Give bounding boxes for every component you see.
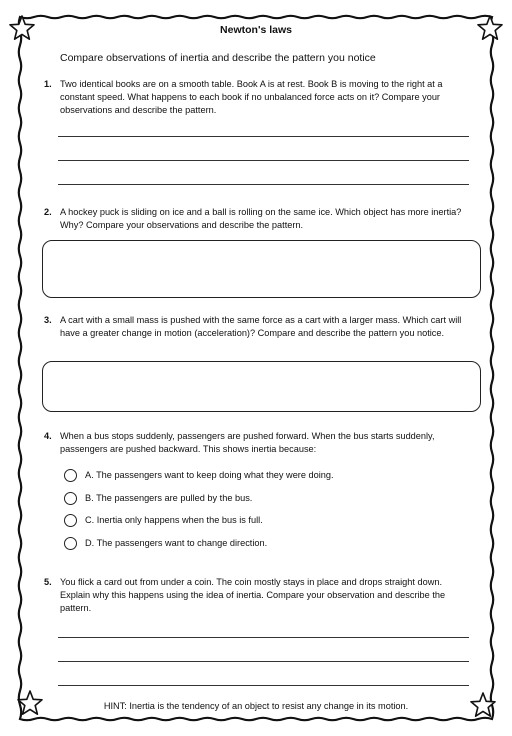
question-text: When a bus stops suddenly, passengers are pushed forward. When the bus starts suddenly, passengers are pushed backward. This shows inertia because: (60, 431, 435, 454)
answer-line[interactable] (58, 637, 469, 638)
radio-circle-icon[interactable] (64, 469, 77, 482)
answer-box[interactable] (42, 361, 481, 412)
question-3 (44, 314, 474, 340)
question-text: A hockey puck is sliding on ice and a ball is rolling on the same ice. Which object has more inertia? Why? Compare your observations and describe the pattern. (60, 207, 462, 230)
hint-text: HINT: Inertia is the tendency of an object to resist any change in its motion. (103, 701, 409, 711)
answer-line[interactable] (58, 160, 469, 161)
question-2 (44, 206, 474, 232)
answer-line[interactable] (58, 136, 469, 137)
radio-circle-icon[interactable] (64, 537, 77, 550)
question-number: 4. (44, 431, 52, 441)
question-1 (44, 78, 474, 117)
question-number: 2. (44, 207, 52, 217)
answer-line[interactable] (58, 184, 469, 185)
option-label: D. The passengers want to change direction. (85, 538, 268, 548)
option-a[interactable] (64, 467, 334, 483)
answer-box[interactable] (42, 240, 481, 298)
option-b[interactable] (64, 490, 252, 506)
question-number: 3. (44, 315, 52, 325)
question-number: 5. (44, 577, 52, 587)
question-5 (44, 576, 474, 615)
question-4 (44, 430, 474, 456)
option-label: A. The passengers want to keep doing what they were doing. (85, 470, 334, 480)
option-label: C. Inertia only happens when the bus is full. (85, 515, 263, 525)
question-text: Two identical books are on a smooth table. Book A is at rest. Book B is moving to the right at a constant speed. What happens to each book if no unbalanced force acts on it? Compare your observations and describe the pattern. (60, 79, 443, 115)
question-number: 1. (44, 79, 52, 89)
radio-circle-icon[interactable] (64, 514, 77, 527)
question-text: A cart with a small mass is pushed with the same force as a cart with a larger mass. Which cart will have a greater change in motion (acceleration)? Compare and describe the pattern you notice. (60, 315, 462, 338)
answer-line[interactable] (58, 685, 469, 686)
answer-line[interactable] (58, 661, 469, 662)
question-text: You flick a card out from under a coin. The coin mostly stays in place and drops straight down. Explain why this happens using the idea of inertia. Compare your observation and describe the pattern. (60, 577, 446, 613)
worksheet-subtitle: Compare observations of inertia and describe the pattern you notice (60, 52, 376, 64)
option-d[interactable] (64, 535, 267, 551)
option-c[interactable] (64, 512, 263, 528)
radio-circle-icon[interactable] (64, 492, 77, 505)
worksheet-title: Newton's laws (220, 24, 292, 36)
option-label: B. The passengers are pulled by the bus. (85, 493, 253, 503)
